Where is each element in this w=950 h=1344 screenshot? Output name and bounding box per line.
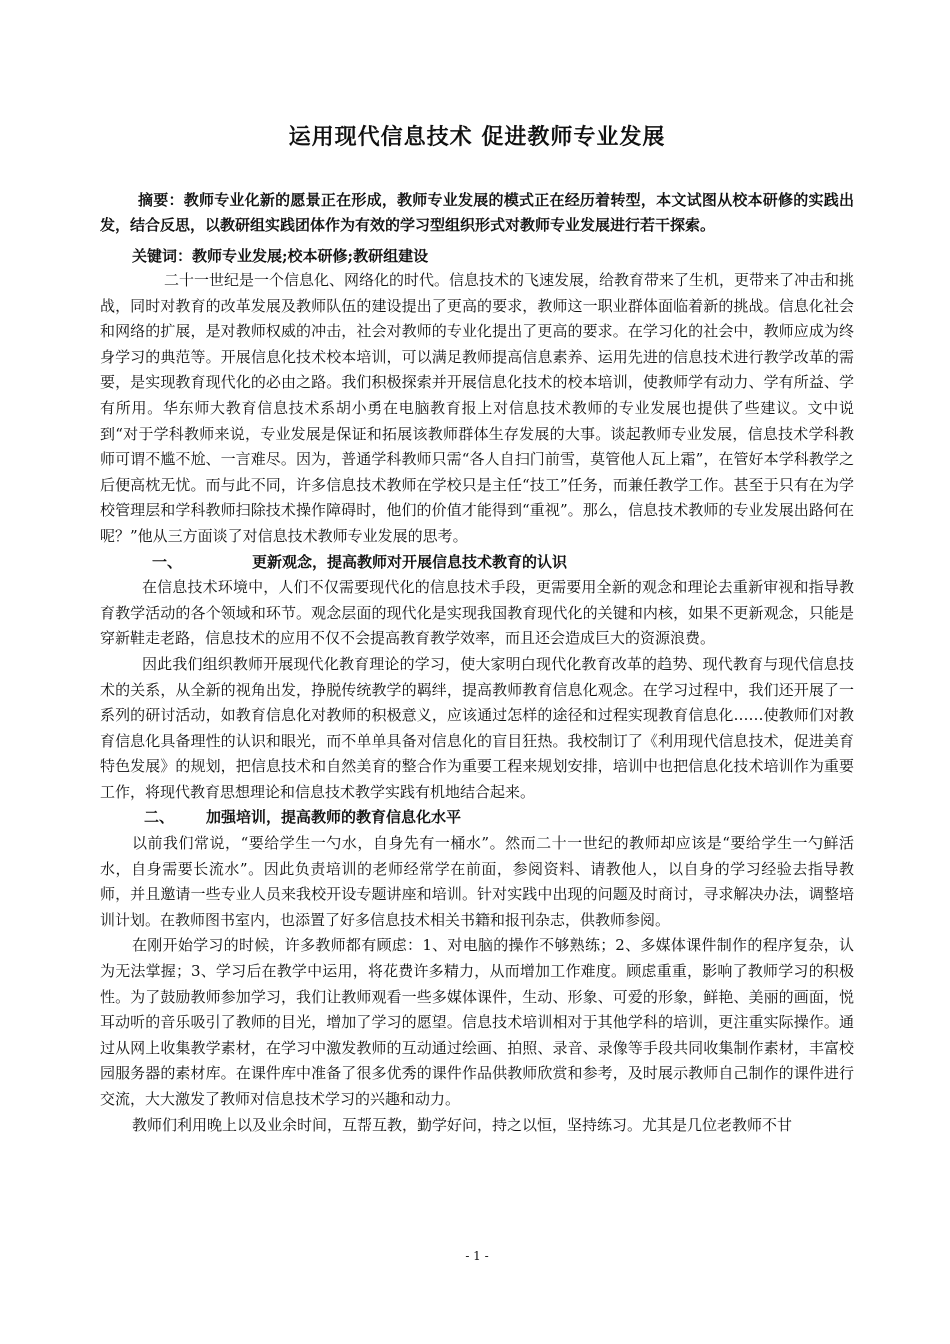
section1-paragraph-1: 在信息技术环境中，人们不仅需要现代化的信息技术手段，更需要用全新的观念和理论去重新审视和指导教育教学活动的各个领域和环节。观念层面的现代化是实现我国教育现代化的关键和内核，如果不更新观念，只能是穿新鞋走老路，信息技术的应用不仅不会提高教育教学效率，而且还会造成巨大的资源浪费。	[100, 578, 854, 648]
section-title-2: 加强培训，提高教师的教育信息化水平	[206, 808, 462, 827]
page-number: - 1 -	[465, 1249, 489, 1263]
section-number-2: 二、	[144, 808, 175, 827]
section-heading-1	[100, 550, 854, 576]
document-page	[100, 0, 854, 1344]
section-heading-2	[100, 805, 854, 831]
document-title: 运用现代信息技术 促进教师专业发展	[288, 124, 666, 150]
section1-paragraph-2: 因此我们组织教师开展现代化教育理论的学习，使大家明白现代化教育改革的趋势、现代教育与现代信息技术的关系，从全新的视角出发，挣脱传统教学的羁绊，提高教师教育信息化观念。在学习过程中，我们还开展了一系列的研讨活动，如教育信息化对教师的积极意义，应该通过怎样的途径和过程实现教育信息化……使教师们对教育信息化具备理性的认识和眼光，而不单单具备对信息化的盲目狂热。我校制订了《利用现代信息技术，促进美育特色发展》的规划，把信息技术和自然美育的整合作为重要工程来规划安排，培训中也把信息化技术培训作为重要工作，将现代教育思想理论和信息技术教学实践有机地结合起来。	[100, 654, 854, 801]
intro-paragraph: 二十一世纪是一个信息化、网络化的时代。信息技术的飞速发展，给教育带来了生机，更带来了冲击和挑战，同时对教育的改革发展及教师队伍的建设提出了更高的要求，教师这一职业群体面临着新的挑战。信息化社会和网络的扩展，是对教师权威的冲击，社会对教师的专业化提出了更高的要求。在学习化的社会中，教师应成为终身学习的典范等。开展信息化技术校本培训，可以满足教师提高信息素养、运用先进的信息技术进行教学改革的需要，是实现教育现代化的必由之路。我们积极探索并开展信息化技术的校本培训，使教师学有动力、学有所益、学有所用。华东师大教育信息技术系胡小勇在电脑教育报上对信息技术教师的专业发展也提供了些建议。文中说到“对于学科教师来说，专业发展是保证和拓展该教师群体生存发展的大事。谈起教师专业发展，信息技术学科教师可谓不尴不尬、一言难尽。因为，普通学科教师只需“各人自扫门前雪，莫管他人瓦上霜”，在管好本学科教学之后便高枕无忧。而与此不同，许多信息技术教师在学校只是主任“技工”任务，而兼任教学工作。甚至于只有在为学校管理层和学科教师扫除技术操作障碍时，他们的价值才能得到“重视”。那么，信息技术教师的专业发展出路何在呢？”他从三方面谈了对信息技术教师专业发展的思考。	[100, 271, 855, 545]
section2-paragraph-1: 以前我们常说，“要给学生一勺水，自身先有一桶水”。然而二十一世纪的教师却应该是“要给学生一勺鲜活水，自身需要长流水”。因此负责培训的老师经常学在前面，参阅资料、请教他人，以自身的学习经验去指导教师，并且邀请一些专业人员来我校开设专题讲座和培训。针对实践中出现的问题及时商讨，寻求解决办法，调整培训计划。在教师图书室内，也添置了好多信息技术相关书籍和报刊杂志，供教师参阅。	[100, 834, 854, 929]
section-number-1: 一、	[152, 552, 183, 571]
section2-paragraph-3: 教师们利用晚上以及业余时间，互帮互教，勤学好问，持之以恒，坚持练习。尤其是几位老教师不甘	[132, 1115, 793, 1134]
document-body	[100, 268, 854, 1138]
section2-paragraph-2: 在刚开始学习的时候，许多教师都有顾虑：1、对电脑的操作不够熟练；2、多媒体课件制作的程序复杂，认为无法掌握；3、学习后在教学中运用，将花费许多精力，从而增加工作难度。顾虑重重，影响了教师学习的积极性。为了鼓励教师参加学习，我们让教师观看一些多媒体课件，生动、形象、可爱的形象，鲜艳、美丽的画面，悦耳动听的音乐吸引了教师的目光，增加了学习的愿望。信息技术培训相对于其他学科的培训，更注重实际操作。通过从网上收集教学素材，在学习中激发教师的互动通过绘画、拍照、录音、录像等手段共同收集制作素材，丰富校园服务器的素材库。在课件库中准备了很多优秀的课件作品供教师欣赏和参考，及时展示教师自己制作的课件进行交流，大大激发了教师对信息技术学习的兴趣和动力。	[100, 936, 854, 1108]
keywords: 关键词：教师专业发展;校本研修;教研组建设	[132, 247, 429, 265]
abstract: 摘要：教师专业化新的愿景正在形成，教师专业发展的模式正在经历着转型，本文试图从校本研修的实践出发，结合反思，以教研组实践团体作为有效的学习型组织形式对教师专业发展进行若干探索。	[100, 191, 854, 234]
section-title-1: 更新观念，提高教师对开展信息技术教育的认识	[252, 552, 568, 571]
